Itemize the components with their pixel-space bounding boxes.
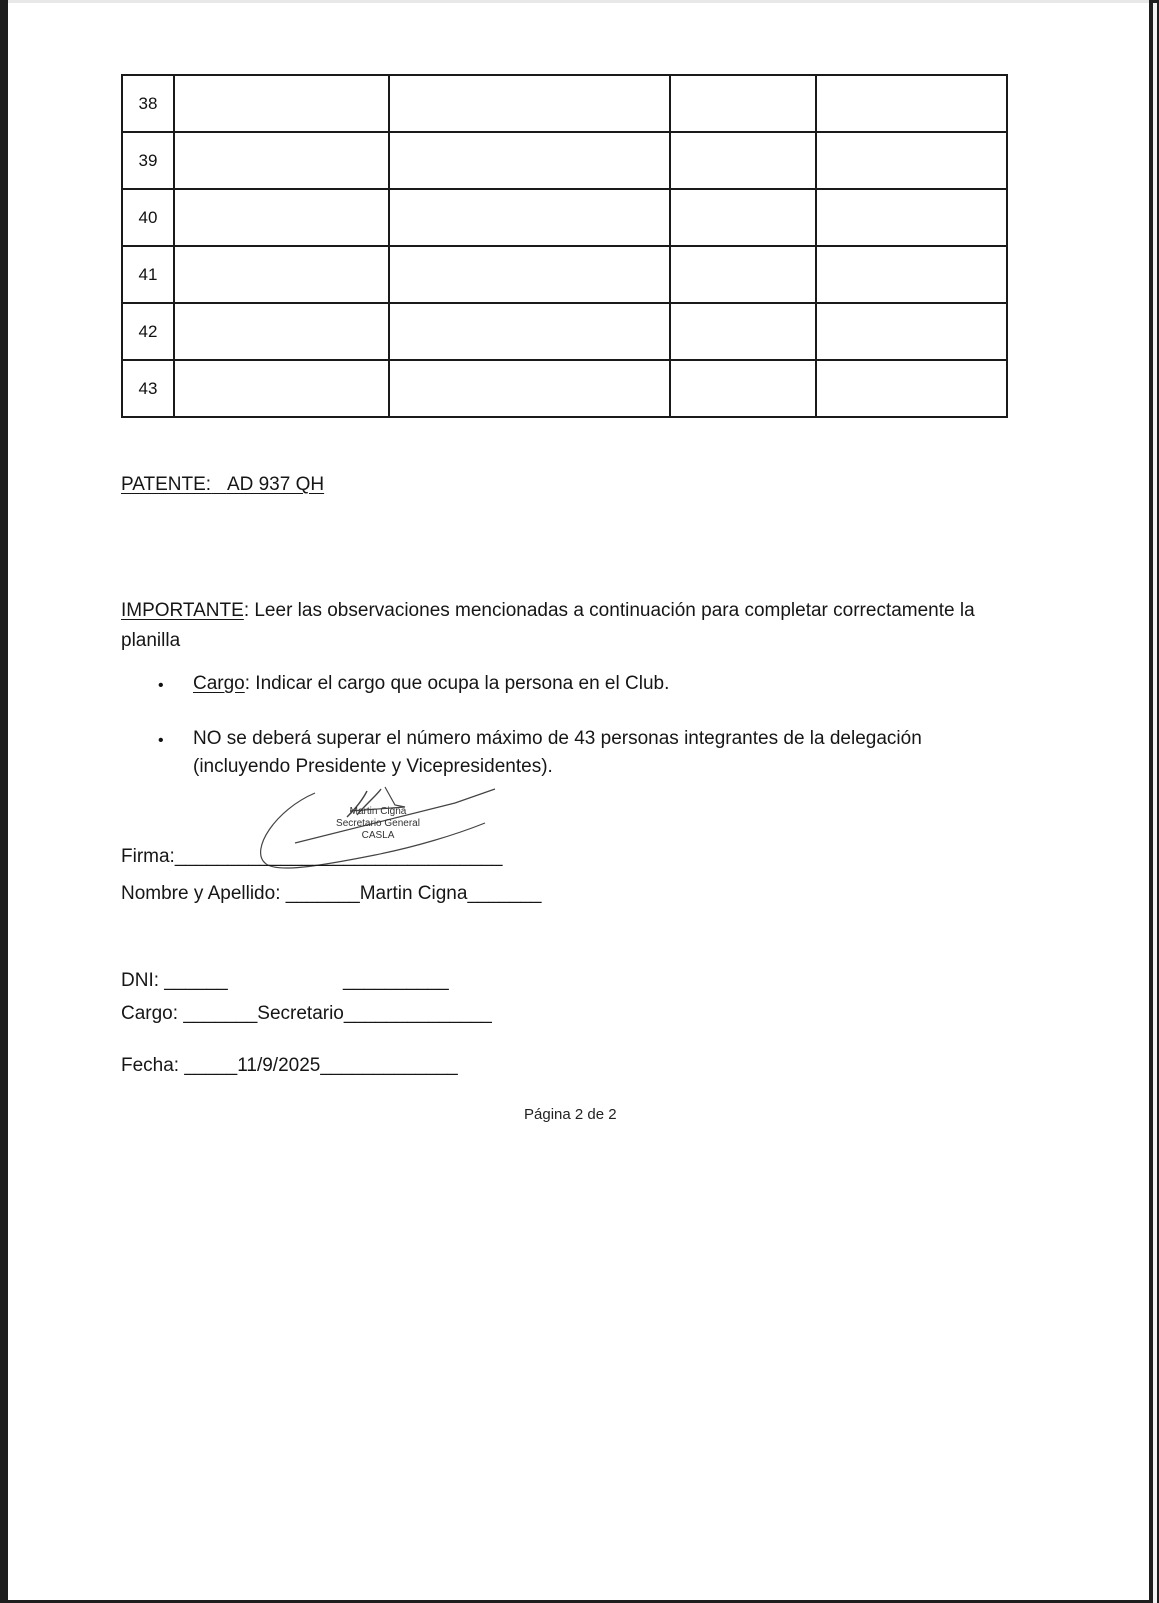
- empty-cell: [174, 189, 389, 246]
- empty-cell: [670, 360, 816, 417]
- stamp-name: Martin Cigna: [349, 806, 407, 817]
- table-row: [122, 75, 1007, 132]
- stamp-org: CASLA: [361, 830, 395, 841]
- fecha-field: Fecha: _____11/9/2025_____________: [121, 1055, 458, 1076]
- empty-cell: [816, 303, 1007, 360]
- bullet-max-line1: NO se deberá superar el número máximo de 43 personas integrantes de la delegación: [193, 728, 922, 749]
- empty-cell: [670, 246, 816, 303]
- bullet-cargo: [193, 673, 669, 695]
- row-number: 41: [122, 246, 174, 303]
- empty-cell: [389, 189, 670, 246]
- fecha-value: 11/9/2025: [237, 1055, 321, 1076]
- row-number: 42: [122, 303, 174, 360]
- importante-line: [121, 600, 975, 622]
- importante-text: : Leer las observaciones mencionadas a continuación para completar correctamente la: [243, 600, 975, 621]
- firma-field: [121, 846, 502, 868]
- empty-cell: [670, 75, 816, 132]
- table-row: [122, 360, 1007, 417]
- stamp-title: Secretario General: [336, 818, 420, 829]
- empty-cell: [816, 246, 1007, 303]
- bullet-icon: •: [158, 677, 164, 694]
- page-edge: [1153, 3, 1157, 1603]
- nombre-value: Martin Cigna: [359, 883, 468, 904]
- empty-cell: [816, 132, 1007, 189]
- patente-label: PATENTE:: [121, 474, 212, 495]
- empty-cell: [389, 246, 670, 303]
- patente-line: [121, 474, 324, 496]
- bullet-max-line2: (incluyendo Presidente y Vicepresidentes).: [193, 756, 553, 777]
- bullet-icon: •: [158, 732, 164, 749]
- patente-value: AD 937 QH: [226, 474, 325, 495]
- delegation-table: [121, 74, 1008, 418]
- firma-label: Firma:: [121, 846, 175, 867]
- empty-cell: [389, 303, 670, 360]
- table-row: [122, 189, 1007, 246]
- signature-stamp: [318, 806, 438, 842]
- empty-cell: [389, 132, 670, 189]
- dni-blank: __________: [343, 970, 449, 991]
- empty-cell: [174, 246, 389, 303]
- table-row: [122, 132, 1007, 189]
- cargo-label: Cargo:: [121, 1003, 179, 1024]
- importante-label: IMPORTANTE: [121, 600, 244, 621]
- empty-cell: [389, 360, 670, 417]
- bullet-cargo-label: Cargo: [193, 673, 245, 694]
- empty-cell: [816, 75, 1007, 132]
- importante-text-2: planilla: [121, 630, 181, 651]
- empty-cell: [174, 360, 389, 417]
- cargo-field: Cargo: _______Secretario______________: [121, 1003, 492, 1024]
- empty-cell: [389, 75, 670, 132]
- cargo-value: Secretario: [257, 1003, 344, 1024]
- row-number: 40: [122, 189, 174, 246]
- row-number: 43: [122, 360, 174, 417]
- dni-field: DNI: ______: [121, 970, 228, 991]
- row-number: 38: [122, 75, 174, 132]
- empty-cell: [174, 303, 389, 360]
- empty-cell: [174, 75, 389, 132]
- empty-cell: [816, 189, 1007, 246]
- page-number: Página 2 de 2: [524, 1106, 617, 1123]
- bullet-cargo-text: : Indicar el cargo que ocupa la persona en el Club.: [244, 673, 670, 694]
- nombre-field: Nombre y Apellido: _______Martin Cigna_______: [121, 883, 542, 904]
- table-row: [122, 246, 1007, 303]
- firma-blank: _______________________________: [174, 846, 503, 867]
- empty-cell: [670, 303, 816, 360]
- fecha-label: Fecha:: [121, 1055, 180, 1076]
- row-number: 39: [122, 132, 174, 189]
- dni-label: DNI:: [121, 970, 159, 991]
- empty-cell: [816, 360, 1007, 417]
- empty-cell: [174, 132, 389, 189]
- empty-cell: [670, 189, 816, 246]
- nombre-label: Nombre y Apellido:: [121, 883, 281, 904]
- table-row: [122, 303, 1007, 360]
- empty-cell: [670, 132, 816, 189]
